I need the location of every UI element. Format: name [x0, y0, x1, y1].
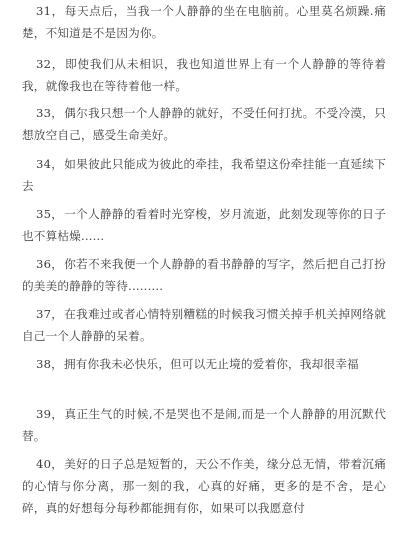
entry-number: 37， [36, 307, 64, 321]
list-item [22, 53, 386, 97]
entry-number: 31， [36, 4, 64, 18]
entry-text: 真正生气的时候,不是哭也不是闹,而是一个人静静的用沉默代替。 [22, 407, 386, 443]
entry-text: 你若不来我便一个人静静的看书静静的写字，然后把自己打扮的美美的静静的等待......... [22, 257, 387, 293]
entry-number: 35， [36, 207, 64, 221]
list-item [22, 303, 386, 347]
entry-text: 偶尔我只想一个人静静的就好，不受任何打扰。不受冷漠，只想放空自己，感受生命美好。 [22, 106, 387, 142]
list-item [22, 253, 386, 297]
entry-text: 美好的日子总是短暂的，天公不作美，缘分总无情，带着沉痛的心情与你分离，那一刻的我，心真的好痛，更多的是不舍，是心碎，真的好想每分每秒都能拥有你，如果可以我愿意付 [22, 457, 387, 515]
list-item [22, 203, 386, 247]
entry-number: 36， [36, 257, 64, 271]
entry-number: 39， [36, 407, 64, 421]
list-item [22, 353, 386, 375]
entry-number: 40， [36, 457, 64, 471]
entry-text: 即使我们从未相识，我也知道世界上有一个人静静的等待着我，就像我也在等待着他一样。 [22, 57, 386, 93]
entry-number: 34， [36, 157, 64, 171]
list-item [22, 453, 386, 519]
entry-number: 38， [36, 357, 63, 371]
list-item [22, 403, 386, 447]
list-item [22, 153, 386, 197]
entry-text: 拥有你我未必快乐，但可以无止境的爱着你，我却很幸福 [63, 357, 359, 371]
entry-text: 在我难过或者心情特别糟糕的时候我习惯关掉手机关掉网络就自己一个人静静的呆着。 [22, 307, 387, 343]
entry-number: 32， [36, 57, 65, 71]
entry-text: 每天点后，当我一个人静静的坐在电脑前。心里莫名烦躁.痛楚，不知道是不是因为你。 [22, 4, 386, 40]
entry-number: 33， [36, 106, 64, 120]
entry-text: 一个人静静的看着时光穿梭，岁月流逝，此刻发现等你的日子也不算枯燥...... [22, 207, 387, 243]
list-item [22, 102, 386, 146]
list-item [22, 0, 386, 44]
entry-text: 如果彼此只能成为彼此的牵挂，我希望这份牵挂能一直延续下去 [22, 157, 387, 193]
